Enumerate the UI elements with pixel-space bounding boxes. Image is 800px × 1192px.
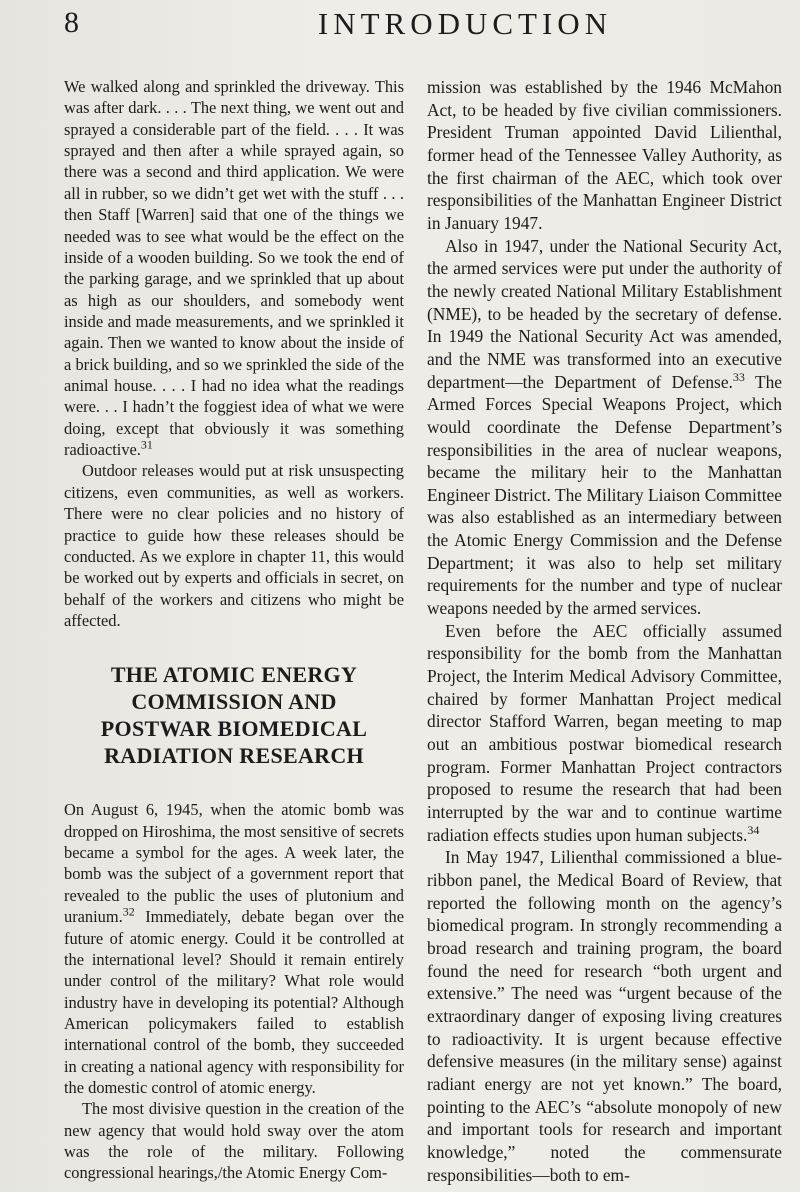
paragraph-national-security-act (427, 235, 782, 620)
paragraph-outdoor-releases: Outdoor releases would put at risk unsuspecting citizens, even communities, as well as workers. There were no clear policies and no history of practice to guide how these releases should be conducted. As we explore in chapter 11, this would be worked out by experts and officials in secret, on behalf of the workers and citizens who might be affected. (64, 461, 404, 630)
block-quote-text: We walked along and sprinkled the driveway. This was after dark. . . . The next thing, we went out and sprayed a considerable part of the field. . . . It was sprayed and then after a while sprayed again, so there was a second and third application. We were all in rubber, so we didn’t get wet with the stuff . . . then Staff [Warren] said that one of the things we needed was to see what would be the effect on the inside of a wooden building. So we took the end of the parking garage, and we sprinkled that up about as high as our shoulders, and somebody went inside and made measurements, and we sprinkled it again. Then we wanted to know about the inside of a brick building, and so we sprinkled the side of the animal house. . . . I had no idea what the readings were. . . I hadn’t the foggiest idea of what we were doing, except that obviously it was something radioactive. (64, 77, 404, 460)
paragraph-text: Even before the AEC officially assumed responsibility for the bomb from the Manhattan Project, the Interim Medical Advisory Committee, chaired by former Manhattan Project medical director Stafford Warren, began meeting to map out an ambitious postwar biomedical research program. Former Manhattan Project contractors proposed to resume the research that had been interrupted by the war and to continue wartime radiation effects studies upon human subjects. (427, 620, 782, 845)
section-heading (64, 661, 404, 769)
section-heading-line: COMMISSION AND (131, 689, 337, 715)
left-column (64, 76, 404, 1184)
running-head (0, 6, 800, 50)
section-heading-line: THE ATOMIC ENERGY (110, 662, 358, 688)
paragraph-text: On August 6, 1945, when the atomic bomb was dropped on Hiroshima, the most sensitive of secrets became a symbol for the ages. A week later, the bomb was the subject of a government report that revealed to the public the uses of plutonium and uranium. (64, 800, 404, 927)
page-number: 8 (64, 6, 80, 39)
section-heading-line: POSTWAR BIOMEDICAL (100, 716, 368, 742)
paragraph-interim-committee (427, 620, 782, 847)
footnote-ref-31: 31 (140, 437, 153, 452)
paragraph-medical-board: In May 1947, Lilienthal commissioned a blue-ribbon panel, the Medical Board of Review, that reported the following month on the agency’s biomedical program. In strongly recommending a broad research and training program, the board found the need for research “both urgent and extensive.” The need was “urgent because of the extraordinary danger of exposing living creatures to radioactivity. It is urgent because effective defensive measures (in the military sense) against radiant energy are not yet known.” The board, pointing to the AEC’s “absolute monopoly of new and important tools for research and important knowledge,” noted the commensurate responsibilities—both to em- (427, 847, 782, 1185)
footnote-ref-34: 34 (747, 822, 760, 837)
footnote-ref-33: 33 (732, 369, 745, 384)
paragraph-mcmahon-act: mission was established by the 1946 McMahon Act, to be headed by five civilian commissioners. President Truman appointed David Lilienthal, former head of the Tennessee Valley Authority, as the first chairman of the AEC, which took over responsibilities of the Manhattan Engineer District in January 1947. (427, 77, 782, 233)
block-quote (64, 76, 404, 460)
footnote-ref-32: 32 (122, 904, 135, 919)
paragraph-text: Immediately, debate began over the future of atomic energy. Could it be controlled at the international level? Should it remain entirely under control of the military? What role would industry have in developing its potential? Although American policymakers failed to establish international control of the bomb, they succeeded in creating a national agency with responsibility for the domestic control of atomic energy. (64, 907, 404, 1098)
paragraph-text: The Armed Forces Special Weapons Project, which would coordinate the Defense Department’s responsibilities in the area of nuclear weapons, became the military heir to the Manhattan Engineer District. The Military Liaison Committee was also established as an intermediary between the Atomic Energy Commission and the Defense Department; it was also to help set military requirements for the number and type of nuclear weapons needed by the armed services. (427, 371, 782, 619)
paragraph-divisive-question: The most divisive question in the creation of the new agency that would hold sway over the atom was the role of the military. Following congressional hearings,/the Atomic Energy Com- (64, 1099, 404, 1183)
paragraph-text: Also in 1947, under the National Security Act, the armed services were put under the authority of the newly created National Military Establishment (NME), to be headed by the secretary of defense. In 1949 the National Security Act was amended, and the NME was transformed into an executive department—the Department of Defense. (427, 235, 782, 392)
section-heading-line: RADIATION RESEARCH (104, 743, 364, 769)
running-title: INTRODUCTION (317, 6, 613, 41)
right-column (427, 76, 782, 1186)
paragraph-august-1945 (64, 799, 404, 1098)
